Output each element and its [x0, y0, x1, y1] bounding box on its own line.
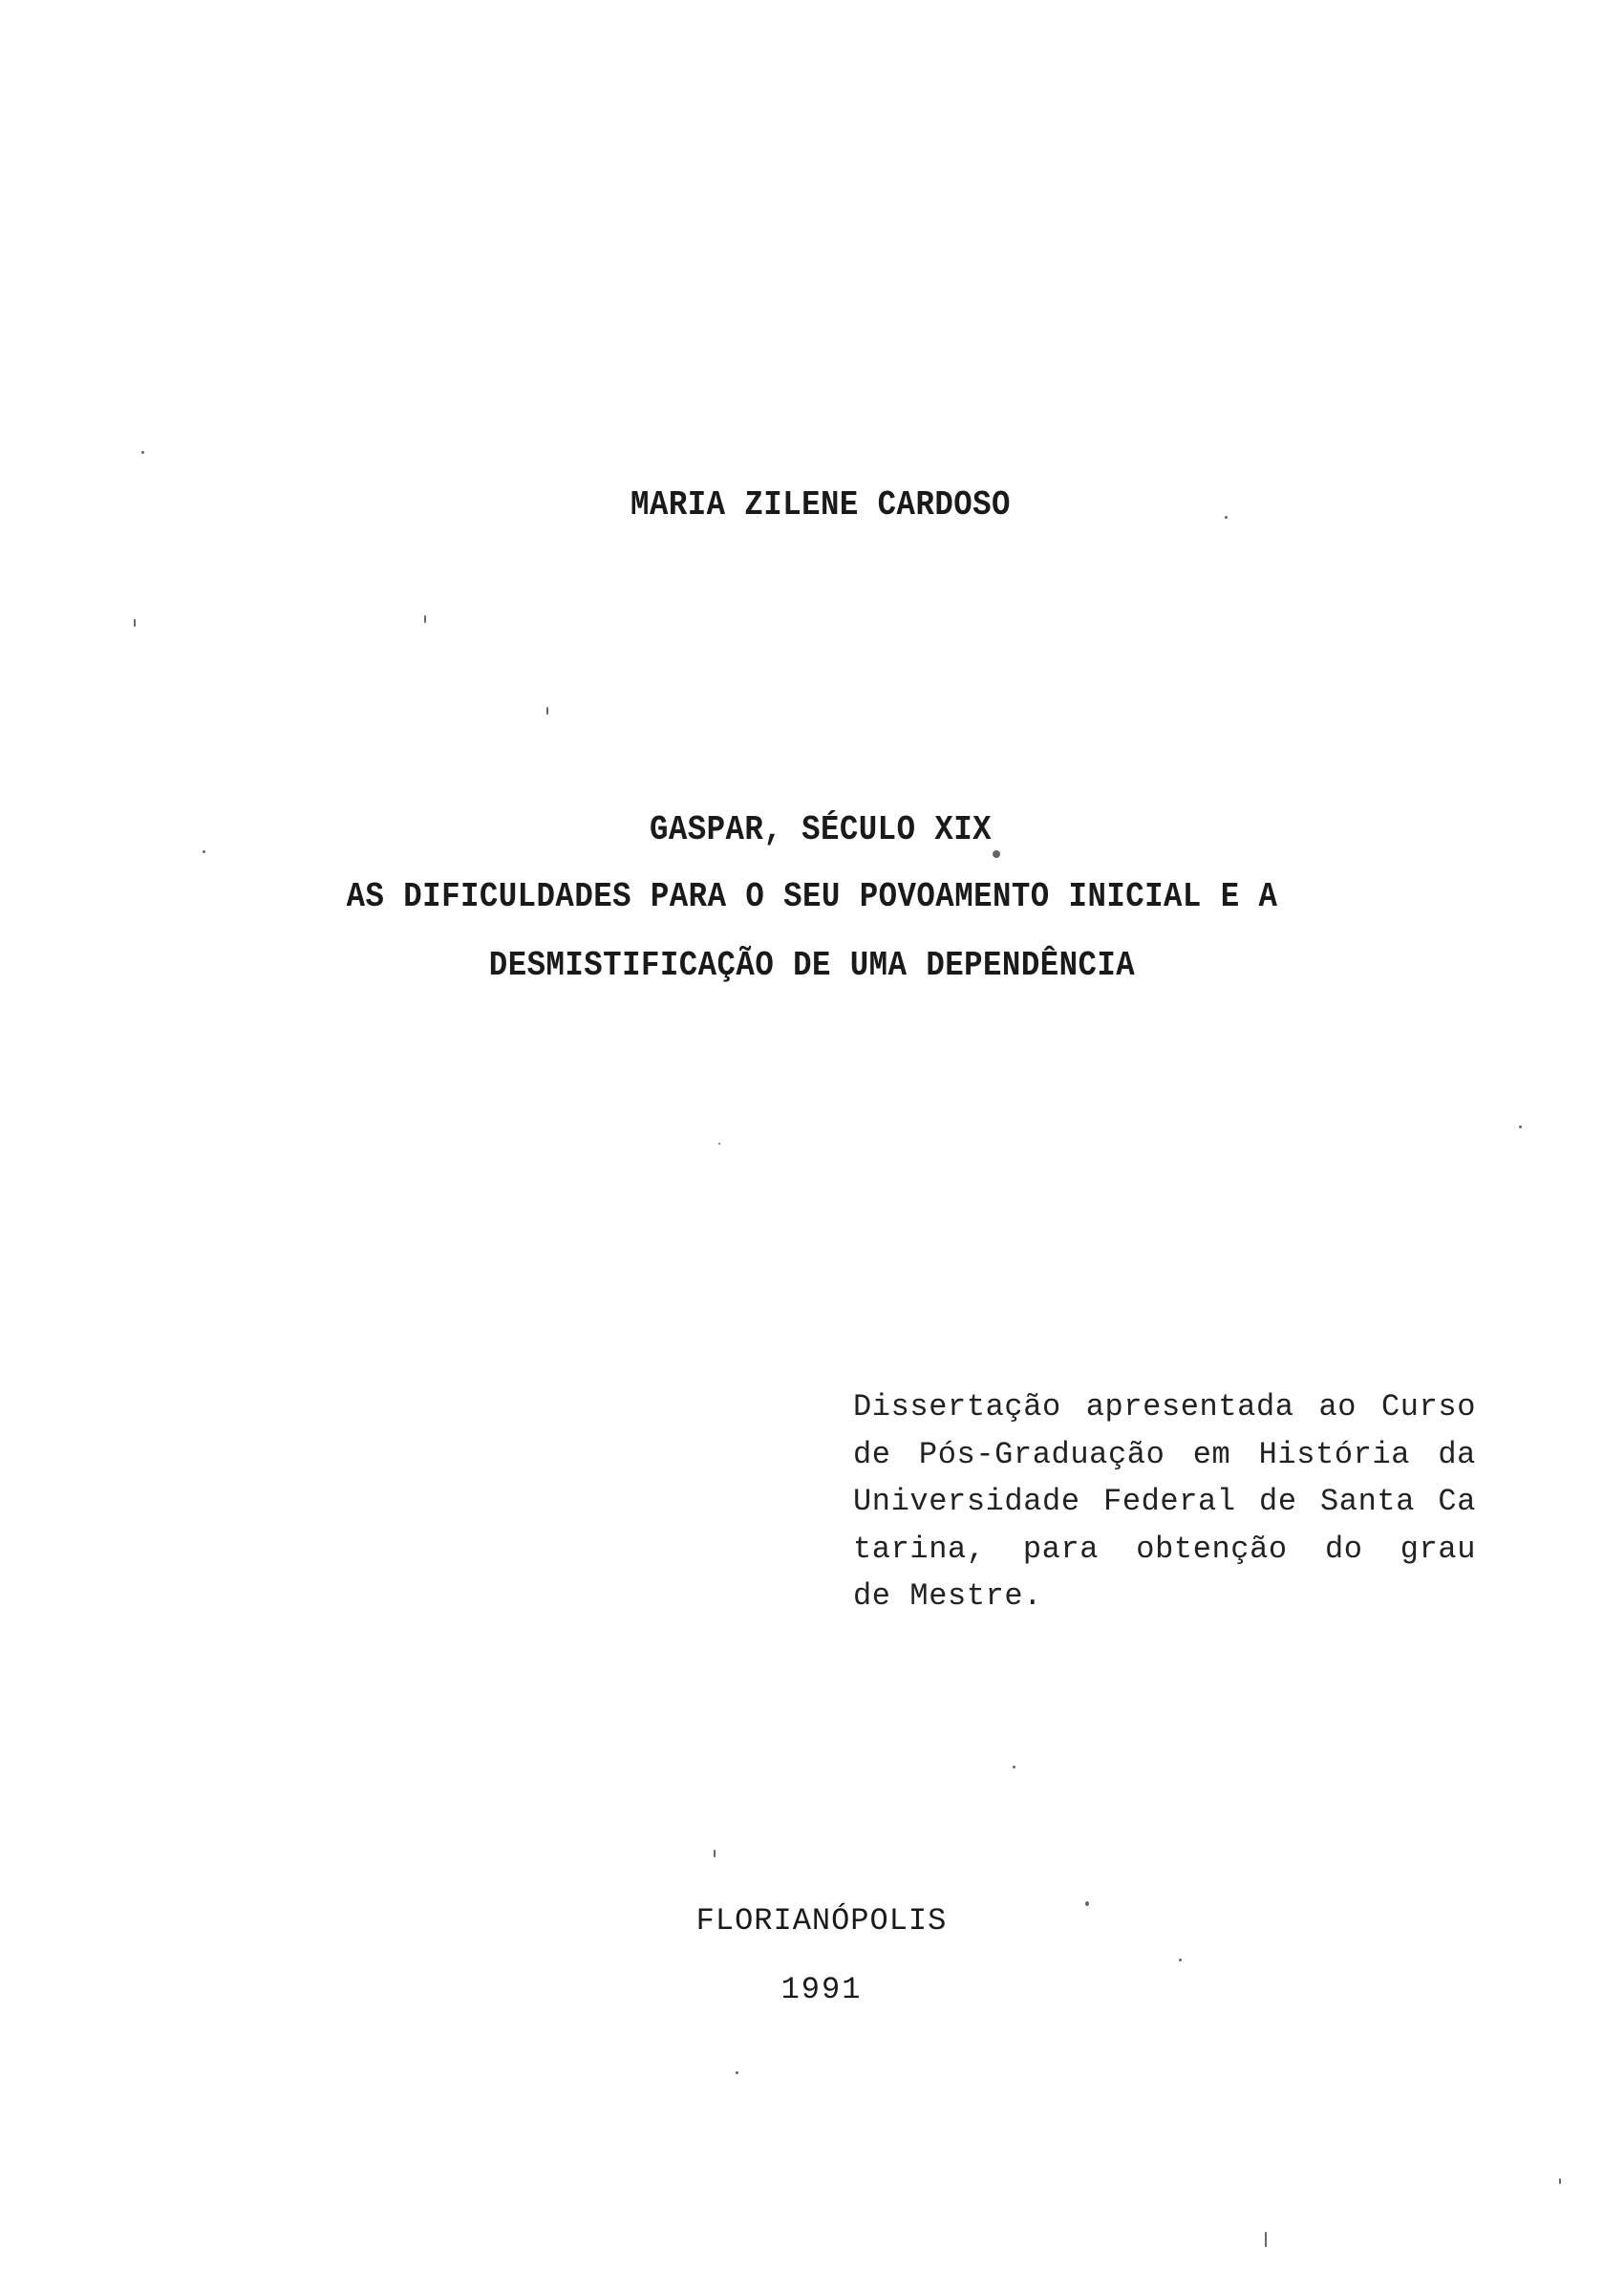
title-line-1: GASPAR, SÉCULO XIX	[649, 810, 993, 849]
scan-speck	[718, 1143, 720, 1145]
scan-speck	[424, 615, 426, 623]
title-line-2: AS DIFICULDADES PARA O SEU POVOAMENTO INICIAL E A	[346, 877, 1278, 916]
scan-speck	[203, 850, 205, 853]
dissertation-statement	[853, 1383, 1476, 1620]
statement-line-3: Universidade Federal de Santa Ca	[853, 1484, 1476, 1519]
scan-speck	[1013, 1766, 1015, 1768]
scan-speck	[1265, 2232, 1267, 2247]
statement-line-2: de Pós-Graduação em História da	[853, 1436, 1476, 1472]
statement-line-4: tarina, para obtenção do grau	[853, 1531, 1476, 1567]
scan-speck	[1225, 516, 1228, 519]
scan-speck	[1559, 2178, 1561, 2184]
statement-line-1: Dissertação apresentada ao Curso	[853, 1389, 1476, 1425]
title-line-3: DESMISTIFICAÇÃO DE UMA DEPENDÊNCIA	[488, 946, 1136, 985]
statement-line-5: de Mestre.	[853, 1578, 1043, 1614]
author-name: MARIA ZILENE CARDOSO	[630, 485, 1011, 525]
place-of-publication: FLORIANÓPOLIS	[695, 1903, 948, 1939]
scan-speck	[1085, 1901, 1089, 1906]
scan-speck	[546, 707, 548, 715]
scan-speck	[993, 850, 1000, 858]
scan-speck	[141, 451, 144, 454]
publication-year: 1991	[780, 1972, 863, 2007]
scan-speck	[736, 2071, 738, 2074]
scan-speck	[1519, 1125, 1522, 1128]
scan-speck	[1179, 1959, 1182, 1961]
scan-speck	[714, 1850, 716, 1857]
scan-speck	[134, 619, 136, 627]
